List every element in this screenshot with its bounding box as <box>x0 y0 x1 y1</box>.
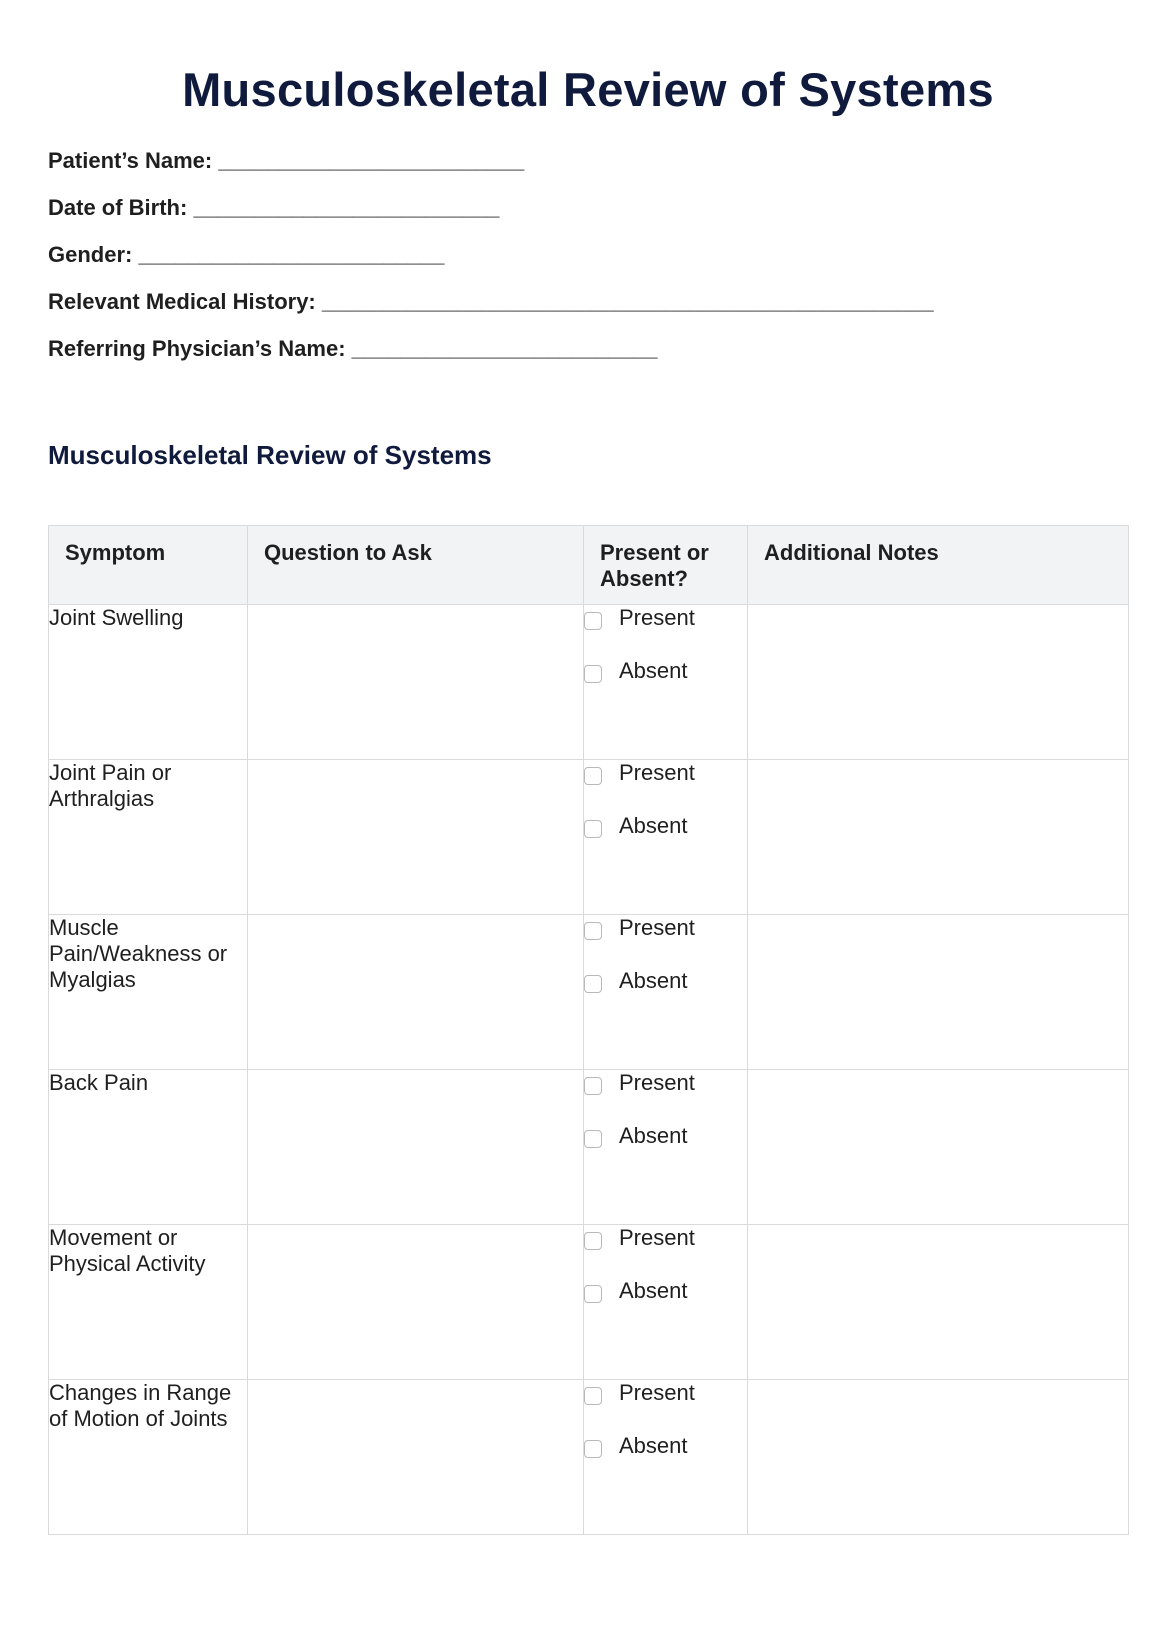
present-option[interactable] <box>584 1225 747 1251</box>
field-blank[interactable]: _________________________ <box>193 195 500 220</box>
option-label: Absent <box>619 1123 688 1148</box>
field-blank[interactable]: _________________________ <box>351 336 658 361</box>
page-title: Musculoskeletal Review of Systems <box>182 63 994 116</box>
checkbox-icon[interactable] <box>584 1130 602 1148</box>
checkbox-icon[interactable] <box>584 1440 602 1458</box>
notes-cell[interactable] <box>748 1225 1129 1380</box>
checkbox-icon[interactable] <box>584 1387 602 1405</box>
field-blank[interactable]: _________________________ <box>138 242 445 267</box>
option-label: Absent <box>619 813 688 838</box>
field-label: Patient’s Name: <box>48 148 219 173</box>
field-blank[interactable]: __________________________________________________ <box>321 289 934 314</box>
symptom-cell: Muscle Pain/Weakness or Myalgias <box>49 915 248 1070</box>
absent-option[interactable] <box>584 968 747 994</box>
question-cell[interactable] <box>248 915 584 1070</box>
header-question: Question to Ask <box>248 526 584 605</box>
symptom-cell: Joint Swelling <box>49 605 248 760</box>
notes-cell[interactable] <box>748 1380 1129 1535</box>
review-table <box>48 525 1129 1535</box>
question-cell[interactable] <box>248 1380 584 1535</box>
checkbox-icon[interactable] <box>584 767 602 785</box>
table-header-row <box>49 526 1129 605</box>
present-option[interactable] <box>584 1380 747 1406</box>
checkbox-icon[interactable] <box>584 665 602 683</box>
checkbox-icon[interactable] <box>584 1285 602 1303</box>
absent-option[interactable] <box>584 813 747 839</box>
present-option[interactable] <box>584 760 747 786</box>
field-label: Gender: <box>48 242 139 267</box>
absent-option[interactable] <box>584 1278 747 1304</box>
header-symptom: Symptom <box>49 526 248 605</box>
option-label: Present <box>619 915 695 940</box>
question-cell[interactable] <box>248 605 584 760</box>
absent-option[interactable] <box>584 658 747 684</box>
notes-cell[interactable] <box>748 1070 1129 1225</box>
option-label: Present <box>619 1070 695 1095</box>
present-option[interactable] <box>584 915 747 941</box>
status-cell <box>584 915 748 1070</box>
table-row <box>49 915 1129 1070</box>
gender-field[interactable] <box>48 242 934 289</box>
notes-cell[interactable] <box>748 605 1129 760</box>
status-cell <box>584 1225 748 1380</box>
checkbox-icon[interactable] <box>584 820 602 838</box>
option-label: Absent <box>619 1278 688 1303</box>
checkbox-icon[interactable] <box>584 975 602 993</box>
date-of-birth-field[interactable] <box>48 195 934 242</box>
question-cell[interactable] <box>248 1225 584 1380</box>
notes-cell[interactable] <box>748 760 1129 915</box>
option-label: Absent <box>619 658 688 683</box>
status-cell <box>584 605 748 760</box>
patient-name-field[interactable] <box>48 148 934 195</box>
table-row <box>49 1225 1129 1380</box>
checkbox-icon[interactable] <box>584 612 602 630</box>
field-label: Relevant Medical History: <box>48 289 322 314</box>
status-cell <box>584 1380 748 1535</box>
checkbox-icon[interactable] <box>584 922 602 940</box>
symptom-cell: Changes in Range of Motion of Joints <box>49 1380 248 1535</box>
notes-cell[interactable] <box>748 915 1129 1070</box>
table-row <box>49 760 1129 915</box>
question-cell[interactable] <box>248 760 584 915</box>
field-blank[interactable]: _________________________ <box>218 148 525 173</box>
option-label: Present <box>619 1380 695 1405</box>
status-cell <box>584 760 748 915</box>
option-label: Present <box>619 760 695 785</box>
checkbox-icon[interactable] <box>584 1232 602 1250</box>
table-row <box>49 1070 1129 1225</box>
field-label: Referring Physician’s Name: <box>48 336 352 361</box>
option-label: Present <box>619 605 695 630</box>
option-label: Absent <box>619 1433 688 1458</box>
question-cell[interactable] <box>248 1070 584 1225</box>
option-label: Absent <box>619 968 688 993</box>
medical-history-field[interactable] <box>48 289 934 336</box>
present-option[interactable] <box>584 605 747 631</box>
checkbox-icon[interactable] <box>584 1077 602 1095</box>
referring-physician-field[interactable] <box>48 336 934 383</box>
table-row <box>49 605 1129 760</box>
header-notes: Additional Notes <box>748 526 1129 605</box>
option-label: Present <box>619 1225 695 1250</box>
symptom-cell: Joint Pain or Arthralgias <box>49 760 248 915</box>
symptom-cell: Movement or Physical Activity <box>49 1225 248 1380</box>
present-option[interactable] <box>584 1070 747 1096</box>
section-title: Musculoskeletal Review of Systems <box>48 440 492 470</box>
status-cell <box>584 1070 748 1225</box>
table-row <box>49 1380 1129 1535</box>
patient-info-fields <box>48 148 934 383</box>
absent-option[interactable] <box>584 1433 747 1459</box>
field-label: Date of Birth: <box>48 195 194 220</box>
symptom-cell: Back Pain <box>49 1070 248 1225</box>
header-present-absent: Present or Absent? <box>584 526 748 605</box>
absent-option[interactable] <box>584 1123 747 1149</box>
